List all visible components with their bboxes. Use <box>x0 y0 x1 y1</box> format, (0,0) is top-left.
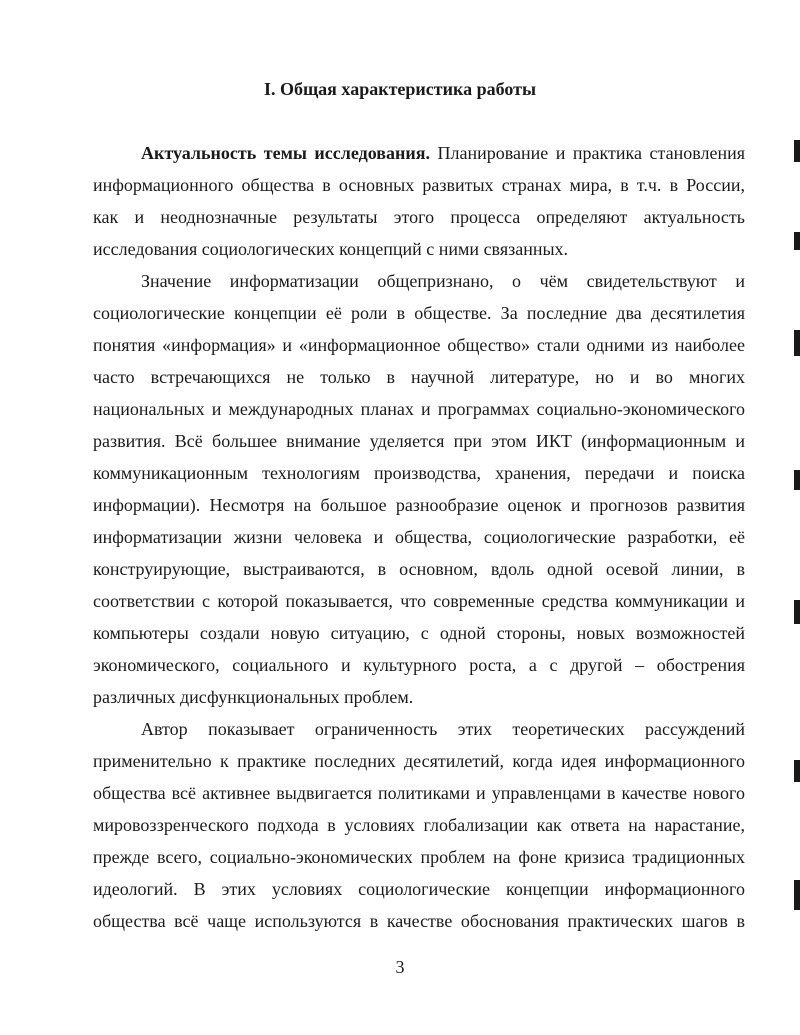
text-line: национальных и международных планах и программах социально-экономического <box>93 399 745 419</box>
text-line: мировоззренческого подхода в условиях глобализации как ответа на нарастание, <box>93 815 745 835</box>
text-line: прежде всего, социально-экономических проблем на фоне кризиса традиционных <box>93 847 745 867</box>
text-line: понятия «информация» и «информационное общество» стали одними из наиболее <box>93 335 745 355</box>
text-line: различных дисфункциональных проблем. <box>93 687 414 707</box>
text-line: Значение информатизации общепризнано, о чём свидетельствуют и <box>141 271 745 291</box>
section-heading: I. Общая характеристика работы <box>263 79 537 99</box>
scan-edge-mark <box>794 880 800 910</box>
text-line: развития. Всё большее внимание уделяется при этом ИКТ (информационным и <box>93 431 745 451</box>
text-line: часто встречающихся не только в научной литературе, но и во многих <box>93 367 745 387</box>
scan-edge-mark <box>794 232 800 250</box>
scan-edge-mark <box>794 330 800 356</box>
text-line: экономического, социального и культурного роста, а с другой – обострения <box>93 655 745 675</box>
text-line: коммуникационным технологиям производства, хранения, передачи и поиска <box>93 463 745 483</box>
lead-phrase: Актуальность темы исследования. <box>141 143 430 163</box>
scan-edge-mark <box>794 470 800 490</box>
text-line: информатизации жизни человека и общества, социологические разработки, её <box>93 527 745 547</box>
text-line: Автор показывает ограниченность этих теоретических рассуждений <box>141 719 745 739</box>
text-line: конструирующие, выстраиваются, в основном, вдоль одной осевой линии, в <box>93 559 745 579</box>
scan-edge-mark <box>794 140 800 162</box>
text-line: соответствии с которой показывается, что современные средства коммуникации и <box>93 591 745 611</box>
scan-edge-mark <box>794 600 800 624</box>
text-line: информации). Несмотря на большое разнообразие оценок и прогнозов развития <box>93 495 745 515</box>
text-line: как и неоднозначные результаты этого процесса определяют актуальность <box>93 207 745 227</box>
text-line: компьютеры создали новую ситуацию, с одной стороны, новых возможностей <box>93 623 745 643</box>
text-line: социологические концепции её роли в обществе. За последние два десятилетия <box>93 303 745 323</box>
text-line: общества всё активнее выдвигается политиками и управленцами в качестве нового <box>93 783 745 803</box>
text-line: информационного общества в основных развитых странах мира, в т.ч. в России, <box>93 175 745 195</box>
scan-edge-mark <box>794 760 800 782</box>
page-number: 3 <box>395 957 405 977</box>
text-line: исследования социологических концепций с ними связанных. <box>93 239 569 259</box>
text-line: идеологий. В этих условиях социологические концепции информационного <box>93 879 745 899</box>
text-line: применительно к практике последних десятилетий, когда идея информационного <box>93 751 745 771</box>
text-line: общества всё чаще используются в качестве обоснования практических шагов в <box>93 911 745 931</box>
text-line: Актуальность темы исследования. Планирование и практика становления <box>141 143 746 163</box>
